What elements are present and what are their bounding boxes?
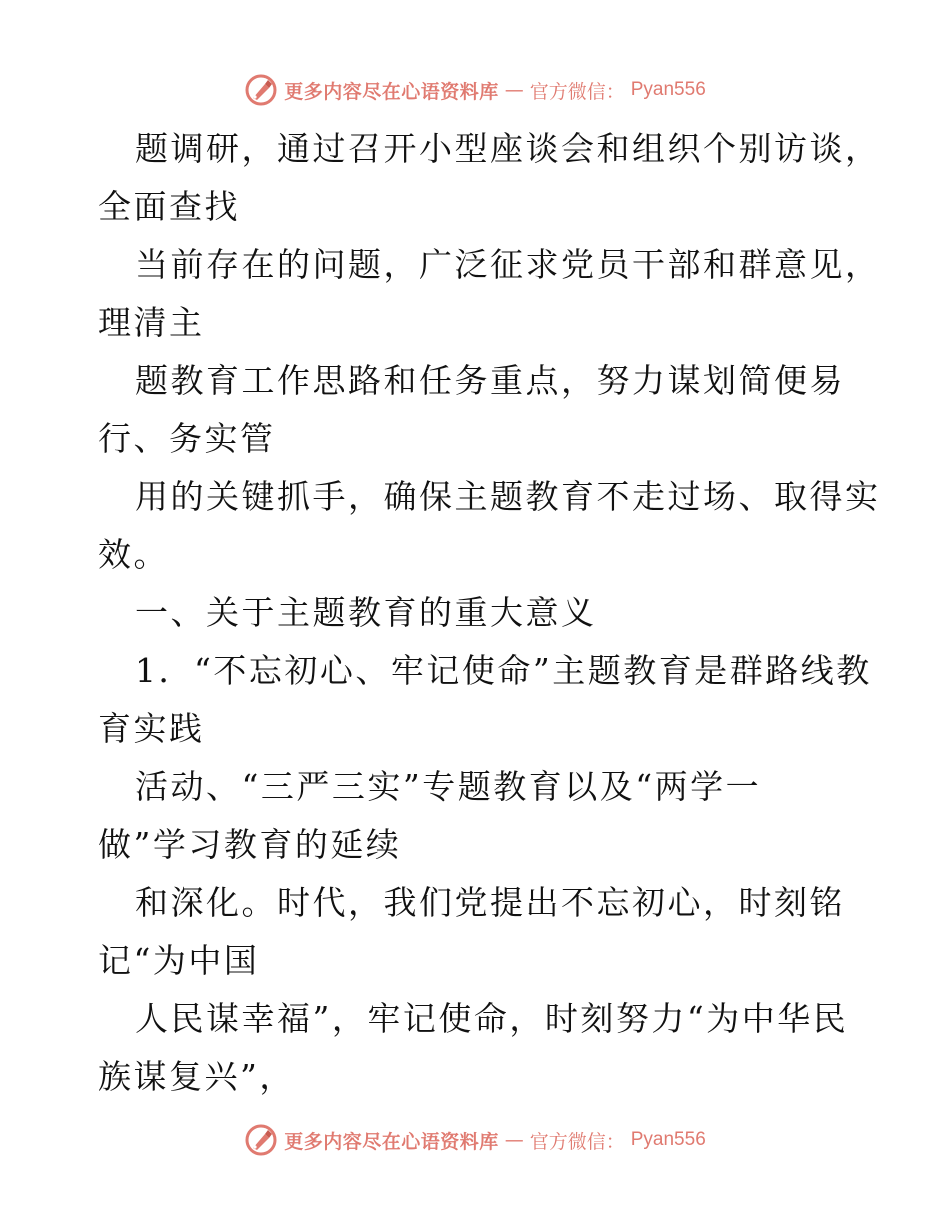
body-line: 人民谋幸福”，牢记使命，时刻努力“为中华民 [135, 999, 849, 1038]
body-line: 和深化。时代，我们党提出不忘初心，时刻铭 [135, 883, 845, 922]
body-line: 用的关键抓手，确保主题教育不走过场、取得实 [135, 477, 881, 516]
section-heading: 一、关于主题教育的重大意义 [135, 593, 597, 632]
body-line: 1．“不忘初心、牢记使命”主题教育是群路线教 [135, 651, 872, 690]
body-line: 记“为中国 [98, 941, 260, 980]
body-line: 全面查找 [98, 187, 240, 226]
body-line: 当前存在的问题，广泛征求党员干部和群意见， [135, 245, 881, 284]
pen-logo-icon [244, 1123, 278, 1157]
pen-logo-icon [244, 73, 278, 107]
header-wechat-label: 官方微信： [529, 80, 625, 103]
footer-banner-text: 更多内容尽在心语资料库 [284, 1130, 499, 1153]
header-banner-separator: — [504, 79, 524, 101]
body-line: 活动、“三严三实”专题教育以及“两学一 [135, 767, 762, 806]
header-wechat-account: Pyan556 [630, 79, 706, 100]
footer-wechat-label: 官方微信： [529, 1130, 625, 1153]
document-body [98, 120, 888, 1106]
body-line: 理清主 [98, 303, 205, 342]
body-line: 育实践 [98, 709, 205, 748]
footer-banner-separator: — [504, 1129, 524, 1151]
footer-banner [0, 1120, 950, 1160]
body-line: 题调研，通过召开小型座谈会和组织个别访谈， [135, 129, 881, 168]
body-line: 效。 [98, 535, 169, 574]
body-line: 做”学习教育的延续 [98, 825, 402, 864]
body-line: 题教育工作思路和任务重点，努力谋划简便易 [135, 361, 845, 400]
footer-wechat-account: Pyan556 [630, 1129, 706, 1150]
header-banner-text: 更多内容尽在心语资料库 [284, 80, 499, 103]
body-line: 族谋复兴”， [98, 1057, 295, 1096]
header-banner [0, 70, 950, 110]
body-line: 行、务实管 [98, 419, 276, 458]
